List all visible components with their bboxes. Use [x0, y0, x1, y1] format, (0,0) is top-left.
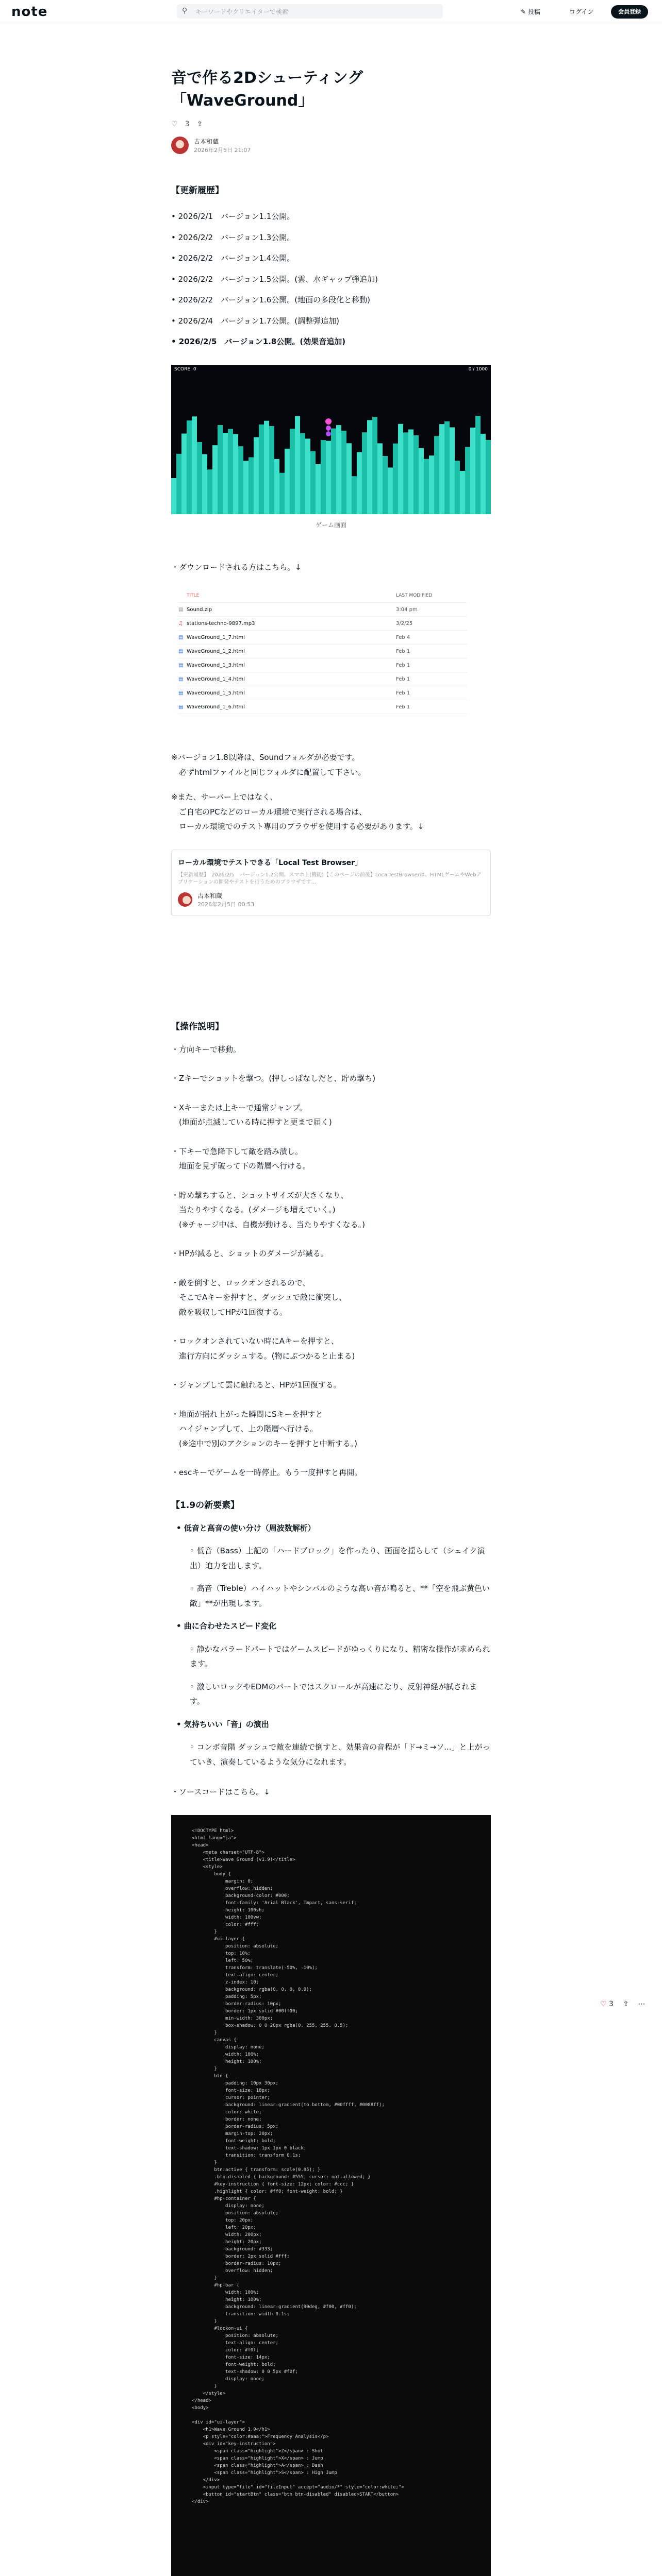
file-icon: ▤ — [178, 676, 184, 682]
feature-heading: • 曲に合わせたスピード変化 — [176, 1621, 277, 1631]
control-item: ・escキーでゲームを一時停止。もう一度押すと再開。 — [171, 1468, 362, 1477]
ground-bar — [383, 455, 388, 514]
ground-bar — [455, 461, 460, 514]
file-date: Feb 1 — [396, 690, 410, 696]
file-row[interactable] — [178, 617, 467, 631]
feature-detail: ◦ 低音（Bass）上記の「ハードブロック」を作ったり、画面を揺らして（シェイク演出）迫力を出します。 — [190, 1546, 485, 1570]
control-item: ・敵を倒すと、ロックオンされるので、 そこでAキーを押すと、ダッシュで敵に衝突し、 敵を吸収してHPが1回復する。 — [171, 1278, 346, 1317]
floating-like[interactable]: ♡ 3 — [600, 2000, 614, 2008]
audio-icon: ♫ — [178, 620, 183, 626]
file-row[interactable] — [178, 700, 467, 714]
floating-actions — [600, 2000, 646, 2008]
control-item: ・下キーで急降下して敵を踏み潰し。 地面を見ず破って下の階層へ行ける。 — [171, 1146, 311, 1171]
ground-bar — [465, 447, 470, 514]
floating-more-icon[interactable]: ⋯ — [638, 2000, 646, 2008]
ground-bar — [259, 424, 264, 514]
login-button[interactable]: ログイン — [569, 8, 594, 15]
ground-bar — [481, 433, 486, 514]
ground-bar — [321, 440, 326, 514]
share-icon[interactable]: ⇪ — [196, 120, 203, 128]
ground-bar — [388, 467, 393, 514]
ground-bar — [243, 461, 249, 514]
ground-bar — [403, 432, 408, 514]
ground-bar — [439, 424, 444, 514]
ground-bar — [310, 451, 316, 514]
ground-bar — [212, 445, 218, 514]
zip-icon: ▤ — [178, 606, 184, 613]
game-scene — [171, 365, 491, 514]
file-date: Feb 1 — [396, 662, 410, 668]
code-block — [171, 1815, 491, 2576]
file-name[interactable]: WaveGround_1_2.html — [187, 648, 245, 654]
ground-bar — [269, 426, 274, 514]
ground-bar — [377, 443, 383, 514]
search-icon: ⚲ — [182, 7, 188, 15]
file-date: Feb 1 — [396, 648, 410, 654]
control-item: ・方向キーで移動。 — [171, 1044, 241, 1054]
control-item: ・ロックオンされていない時にAキーを押すと、 進行方向にダッシュする。(物にぶつかると止まる) — [171, 1336, 355, 1361]
ground-bar — [300, 433, 305, 514]
ground-bar — [264, 420, 269, 514]
ground-bar — [285, 448, 290, 514]
file-icon: ▤ — [178, 634, 184, 640]
ground-bar — [357, 452, 362, 514]
ground-bar — [238, 446, 243, 514]
ground-bar — [207, 469, 212, 514]
card-avatar — [178, 892, 192, 907]
ground-bar — [408, 429, 413, 514]
history-item: • 2026/2/5 バージョン1.8公開。(効果音追加) — [171, 337, 346, 346]
ground-bar — [372, 417, 377, 514]
ground-bar — [290, 429, 295, 514]
file-row[interactable] — [178, 658, 467, 672]
ground-bar — [352, 476, 357, 514]
history-item: • 2026/2/2 バージョン1.4公開。 — [171, 253, 295, 263]
new-features-heading: 【1.9の新要素】 — [171, 1500, 240, 1511]
file-row[interactable] — [178, 645, 467, 658]
ground-bar — [316, 464, 321, 514]
article-title: 音で作る2Dシューティング「WaveGround」 — [171, 69, 363, 110]
pen-icon: ✎ — [521, 8, 528, 15]
file-name[interactable]: WaveGround_1_3.html — [187, 662, 245, 668]
file-name[interactable]: WaveGround_1_6.html — [187, 704, 245, 710]
heart-icon: ♡ — [600, 2000, 607, 2008]
note-local-env: ※また、サーバー上ではなく、 ご自宅のPCなどのローカル環境で実行される場合は、 ローカル環境でのテスト専用のブラウザを使用する必要があります。↓ — [171, 792, 424, 831]
control-item: ・地面が揺れ上がった瞬間にSキーを押すと ハイジャンプして、上の階層へ行ける。 (※途中で別のアクションのキーを押すと中断する。) — [171, 1409, 358, 1448]
file-row[interactable] — [178, 603, 467, 617]
site-header — [0, 0, 662, 24]
file-list — [178, 589, 467, 714]
file-icon: ▤ — [178, 690, 184, 696]
ground-bar — [279, 472, 285, 514]
file-icon: ▤ — [178, 648, 184, 654]
ground-bar — [486, 439, 491, 514]
file-date: 3:04 pm — [396, 606, 418, 613]
like-count: 3 — [185, 120, 190, 128]
source-code: <!DOCTYPE html> <html lang="ja"> <head> <meta charset="UTF-8"> <title>Wave Ground (v1.9)</title> <style> body { margin: 0; overflow: hidden; background-color: #000; font-family: 'Arial Black', Impact, sans-serif; height: 100vh; width: 100vw; color: #fff; } #ui-layer { position: absolute; top: 10%; left: 50%; transform: translate(-50%, -10%); text-align: center; z-index: 10; background: rgba(0, 0, 0, 0.9); padding: 5px; border-radius: 10px; border: 1px solid #00ff00; min-width: 300px; box-shadow: 0 0 20px rgba(0, 255, 255, 0.5); } canvas { display: none; width: 100%; height: 100%; } btn { padding: 10px 30px; font-size: 18px; cursor: pointer; background: linear-gradient(to bottom, #00ffff, #0088ff); color: white; border: none; border-radius: 5px; margin-top: 20px; font-weight: bold; text-shadow: 1px 1px 0 black; transition: transform 0.1s; } btn:active { transform: scale(0.95); } .btn-disabled { background: #555; cursor: not-allowed; } #key-instruction { font-size: 12px; color: #ccc; } .highlight { color: #ff0; font-weight: bold; } #hp-container { display: none; position: absolute; top: 20px; left: 20px; width: 200px; height: 20px; background: #333; border: 2px solid #fff; border-radius: 10px; overflow: hidden; } #hp-bar { width: 100%; height: 100%; background: linear-gradient(90deg, #f00, #ff0); transition: width 0.1s; } #lockon-ui { position: absolute; text-align: center; color: #f0f; font-size: 14px; font-weight: bold; text-shadow: 0 0 5px #f0f; display: none; } </style> </head> <body> <div id="ui-layer"> <h1>Wave Ground 1.9</h1> <p style="color:#aaa;">Frequency Analysis</p> <div id="key-instruction"> <span class="highlight">Z</span> : Shot <span class="highlight">X</span> : Jump <span class="highlight">A</span> : Dash <span class="highlight">S</span> : High Jump </div> <input type="file" id="fileInput" accept="audio/*" style="color:white;"> <button id="startBtn" class="btn btn-disabled" disabled>START</button> </div> — [192, 1828, 404, 2504]
feature-detail: ◦ コンボ音階 ダッシュで敵を連続で倒すと、効果音の音程が「ド→ミ→ソ...」と上がっていき、演奏しているような気分になれます。 — [190, 1742, 490, 1767]
hud-progress: 0 / 1000 — [468, 366, 488, 372]
post-date: 2026年2月5日 21:07 — [194, 146, 251, 154]
history-item: • 2026/2/1 バージョン1.1公開。 — [171, 212, 295, 221]
card-title: ローカル環境でテストできる「Local Test Browser」 — [178, 858, 362, 867]
floating-share-icon[interactable]: ⇪ — [622, 2000, 629, 2008]
control-item: ・Xキーまたは上キーで通常ジャンプ。 (地面が点滅している時に押すと更まで届く) — [171, 1103, 332, 1127]
author-block[interactable] — [171, 137, 491, 154]
file-row[interactable] — [178, 686, 467, 700]
ground-bar — [398, 423, 403, 514]
control-item: ・ジャンプして雲に触れると、HPが1回復する。 — [171, 1380, 341, 1389]
ground-bar — [419, 448, 424, 514]
ground-bar — [305, 438, 310, 514]
ground-bar — [176, 453, 181, 514]
ground-bar — [187, 420, 192, 514]
file-icon: ▤ — [178, 662, 184, 668]
file-date: Feb 1 — [396, 676, 410, 682]
feature-detail: ◦ 静かなバラードパートではゲームスピードがゆっくりになり、精密な操作が求められます。 — [190, 1644, 490, 1668]
ground-bar — [254, 437, 259, 514]
source-text: ・ソースコードはこちら。↓ — [171, 1787, 270, 1797]
ground-bar — [181, 433, 187, 514]
article-meta — [171, 120, 491, 128]
new-features-list — [171, 1521, 491, 1770]
feature-heading: • 低音と高音の使い分け（周波数解析） — [176, 1523, 316, 1533]
ground-bar — [197, 442, 202, 514]
file-name[interactable]: WaveGround_1_4.html — [187, 676, 245, 682]
ground-bar — [362, 432, 367, 514]
download-text: ・ダウンロードされる方はこちら。↓ — [171, 562, 302, 572]
ground-bar — [444, 421, 450, 514]
card-author: 古本和蔵 2026年2月5日 00:53 — [178, 891, 484, 908]
control-item: ・貯め撃ちすると、ショットサイズが大きくなり、 当たりやすくなる。(ダメージも増えていく。) (※チャージ中は、自機が動ける、当たりやすくなる。) — [171, 1190, 366, 1229]
card-text: 【更新履歴】 2026/2/5 バージョン1.2公開。スマホ上(機能)【このページの前後】LocalTestBrowserは、HTMLゲームやWebアプリケーションの開発やテストを行うためのブラウザです... — [178, 872, 482, 885]
post-button[interactable]: ✎ 投稿 — [521, 8, 540, 15]
controls-heading: 【操作説明】 — [171, 1021, 224, 1032]
control-item: ・Zキーでショットを撃つ。(押しっぱなしだと、貯め撃ち) — [171, 1074, 376, 1083]
file-name[interactable]: WaveGround_1_7.html — [187, 634, 245, 640]
article — [171, 36, 491, 2576]
controls-list — [171, 1042, 491, 1480]
ground-bar — [336, 425, 341, 514]
history-item: • 2026/2/2 バージョン1.5公開。(雲、水ギャップ弾追加) — [171, 274, 378, 284]
image-caption: ゲーム画面 — [315, 521, 346, 529]
ground-bar — [450, 427, 455, 514]
feature-heading: • 気持ちいい「音」の演出 — [176, 1719, 269, 1729]
ground-bar — [413, 435, 419, 514]
control-item: ・HPが減ると、ショットのダメージが減る。 — [171, 1249, 328, 1258]
ground-bar — [331, 428, 336, 514]
heart-icon[interactable]: ♡ — [171, 120, 178, 128]
avatar[interactable] — [171, 137, 189, 154]
ground-bar — [249, 457, 254, 514]
history-item: • 2026/2/2 バージョン1.3公開。 — [171, 232, 295, 242]
search-box[interactable] — [177, 4, 443, 19]
file-row[interactable] — [178, 631, 467, 645]
file-name[interactable]: WaveGround_1_5.html — [187, 690, 245, 696]
game-screenshot — [171, 365, 491, 514]
feature-detail: ◦ 激しいロックやEDMのパートではスクロールが高速になり、反射神経が試されます。 — [190, 1682, 477, 1706]
ground-bar — [434, 436, 439, 514]
link-card[interactable] — [171, 850, 491, 916]
note-sound-folder: ※バージョン1.8以降は、Soundフォルダが必要です。 必ずhtmlファイルと同じフォルダに配置して下さい。 — [171, 753, 366, 777]
ground-bar — [393, 443, 398, 514]
ground-bar — [218, 425, 223, 514]
ground-bar — [326, 440, 331, 514]
file-name[interactable]: Sound.zip — [187, 606, 212, 613]
ground-bar — [171, 478, 176, 514]
file-date: Feb 1 — [396, 704, 410, 710]
hud-score: SCORE: 0 — [174, 366, 196, 372]
ground-bar — [429, 455, 434, 514]
search-input[interactable] — [194, 6, 434, 18]
ground-bar — [424, 459, 429, 514]
ground-bar — [202, 454, 207, 514]
file-date: 3/2/25 — [396, 620, 413, 626]
file-date: Feb 4 — [396, 634, 410, 640]
file-row[interactable] — [178, 672, 467, 686]
ground-bar — [341, 430, 346, 514]
ground-bar — [346, 443, 352, 514]
author-name[interactable]: 古本和蔵 — [194, 138, 219, 145]
ground-bar — [223, 433, 228, 514]
ground-bar — [274, 459, 279, 514]
file-list-header: TITLE LAST MODIFIED — [178, 589, 467, 603]
ground-bar — [228, 429, 233, 514]
history-heading: 【更新履歴】 — [171, 185, 224, 196]
history-list — [171, 206, 491, 352]
ground-bar — [192, 416, 197, 514]
file-icon: ▤ — [178, 704, 184, 710]
history-item: • 2026/2/4 バージョン1.7公開。(調整弾追加) — [171, 316, 339, 326]
signup-button[interactable]: 会員登録 — [611, 5, 648, 19]
ground-bar — [475, 416, 481, 514]
ground-bar — [233, 434, 238, 514]
ground-bar — [367, 420, 372, 514]
feature-detail: ◦ 高音（Treble）ハイハットやシンバルのような高い音が鳴ると、**「空を飛ぶ黄色い敵」**が出現します。 — [190, 1584, 490, 1608]
file-name[interactable]: stations-techno-9897.mp3 — [187, 620, 255, 626]
ground-bar — [295, 416, 300, 514]
ground-bar — [470, 427, 475, 514]
note-logo[interactable]: note — [11, 4, 48, 20]
history-item: • 2026/2/2 バージョン1.6公開。(地面の多段化と移動) — [171, 295, 370, 304]
ground-bar — [460, 470, 465, 514]
